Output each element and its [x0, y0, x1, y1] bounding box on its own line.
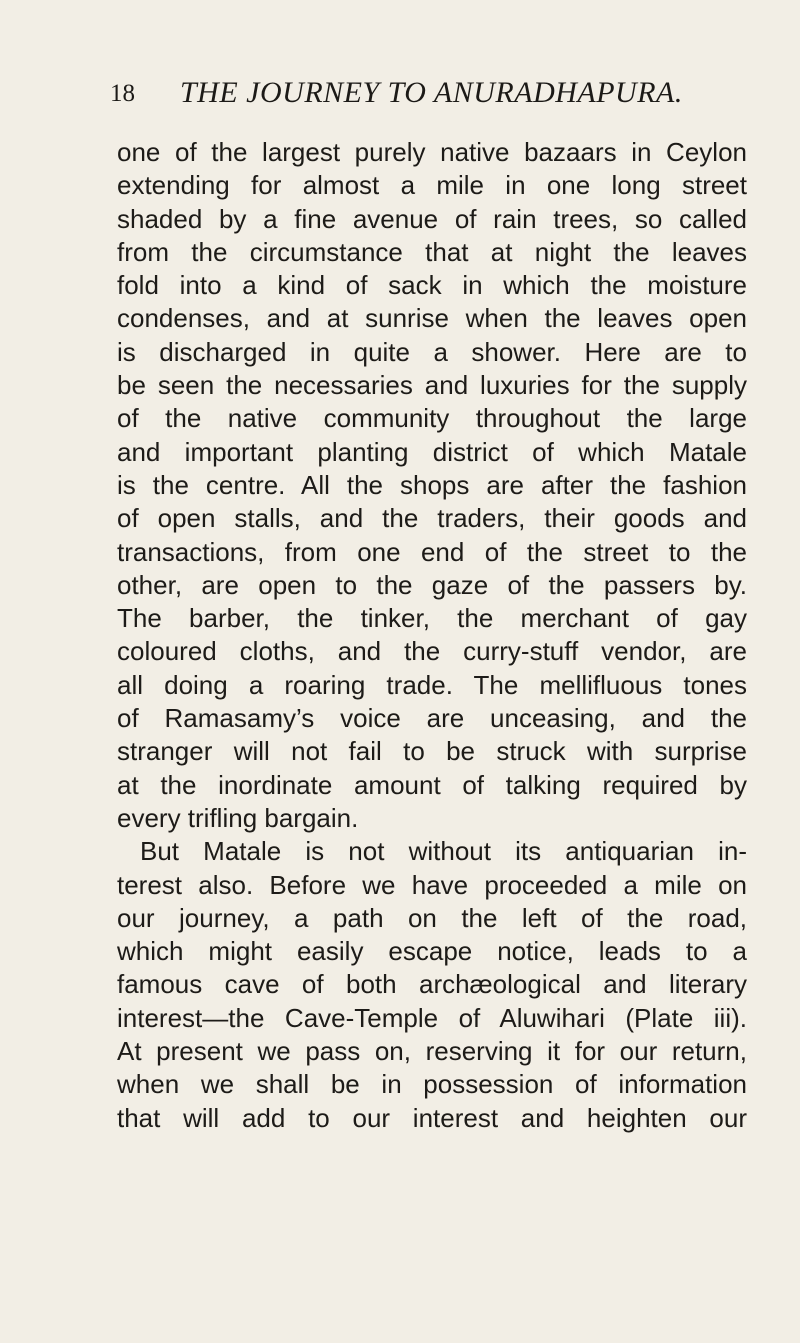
text-line: be seen the necessaries and luxuries for the supply — [117, 370, 747, 401]
text-line: interest—the Cave-Temple of Aluwihari (Plate iii). — [117, 1002, 747, 1033]
text-line: fold into a kind of sack in which the moisture — [117, 270, 747, 301]
text-line: when we shall be in possession of information — [117, 1069, 747, 1100]
text-line: is discharged in quite a shower. Here are to — [117, 336, 747, 367]
text-line: At present we pass on, reserving it for our return, — [117, 1036, 747, 1067]
text-line: famous cave of both archæological and literary — [117, 969, 747, 1000]
text-line: condenses, and at sunrise when the leaves open — [117, 303, 747, 334]
text-line: all doing a roaring trade. The mellifluous tones — [117, 669, 747, 700]
text-line: which might easily escape notice, leads to a — [117, 936, 747, 967]
text-line: that will add to our interest and heighten our — [117, 1102, 747, 1133]
text-line: of Ramasamy’s voice are unceasing, and the — [117, 703, 747, 734]
text-line: our journey, a path on the left of the road, — [117, 902, 747, 933]
text-line: from the circumstance that at night the leaves — [117, 236, 747, 267]
text-line: stranger will not fail to be struck with surprise — [117, 736, 747, 767]
text-line: one of the largest purely native bazaars in Ceylon — [117, 137, 747, 167]
text-line: transactions, from one end of the street to the — [117, 536, 747, 567]
text-line: of open stalls, and the traders, their goods and — [117, 503, 747, 534]
body-text — [117, 136, 747, 1135]
text-line: coloured cloths, and the curry-stuff vendor, are — [117, 636, 747, 667]
text-line: other, are open to the gaze of the passers by. — [117, 569, 747, 600]
text-line: terest also. Before we have proceeded a mile on — [117, 869, 747, 900]
text-line: shaded by a fine avenue of rain trees, so called — [117, 203, 747, 234]
text-line: extending for almost a mile in one long street — [117, 170, 747, 201]
paragraph-start-line: But Matale is not without its antiquarian in- — [140, 836, 747, 867]
text-line: The barber, the tinker, the merchant of gay — [117, 603, 747, 634]
text-line: is the centre. All the shops are after the fashion — [117, 469, 747, 500]
running-head: THE JOURNEY TO ANURADHAPURA. — [180, 76, 683, 109]
paragraph-end-line: every trifling bargain. — [117, 802, 359, 833]
text-line: of the native community throughout the large — [117, 403, 747, 434]
text-line: and important planting district of which Matale — [117, 436, 747, 467]
page-header — [110, 76, 750, 116]
text-line: at the inordinate amount of talking required by — [117, 769, 747, 800]
page-number: 18 — [110, 80, 135, 107]
